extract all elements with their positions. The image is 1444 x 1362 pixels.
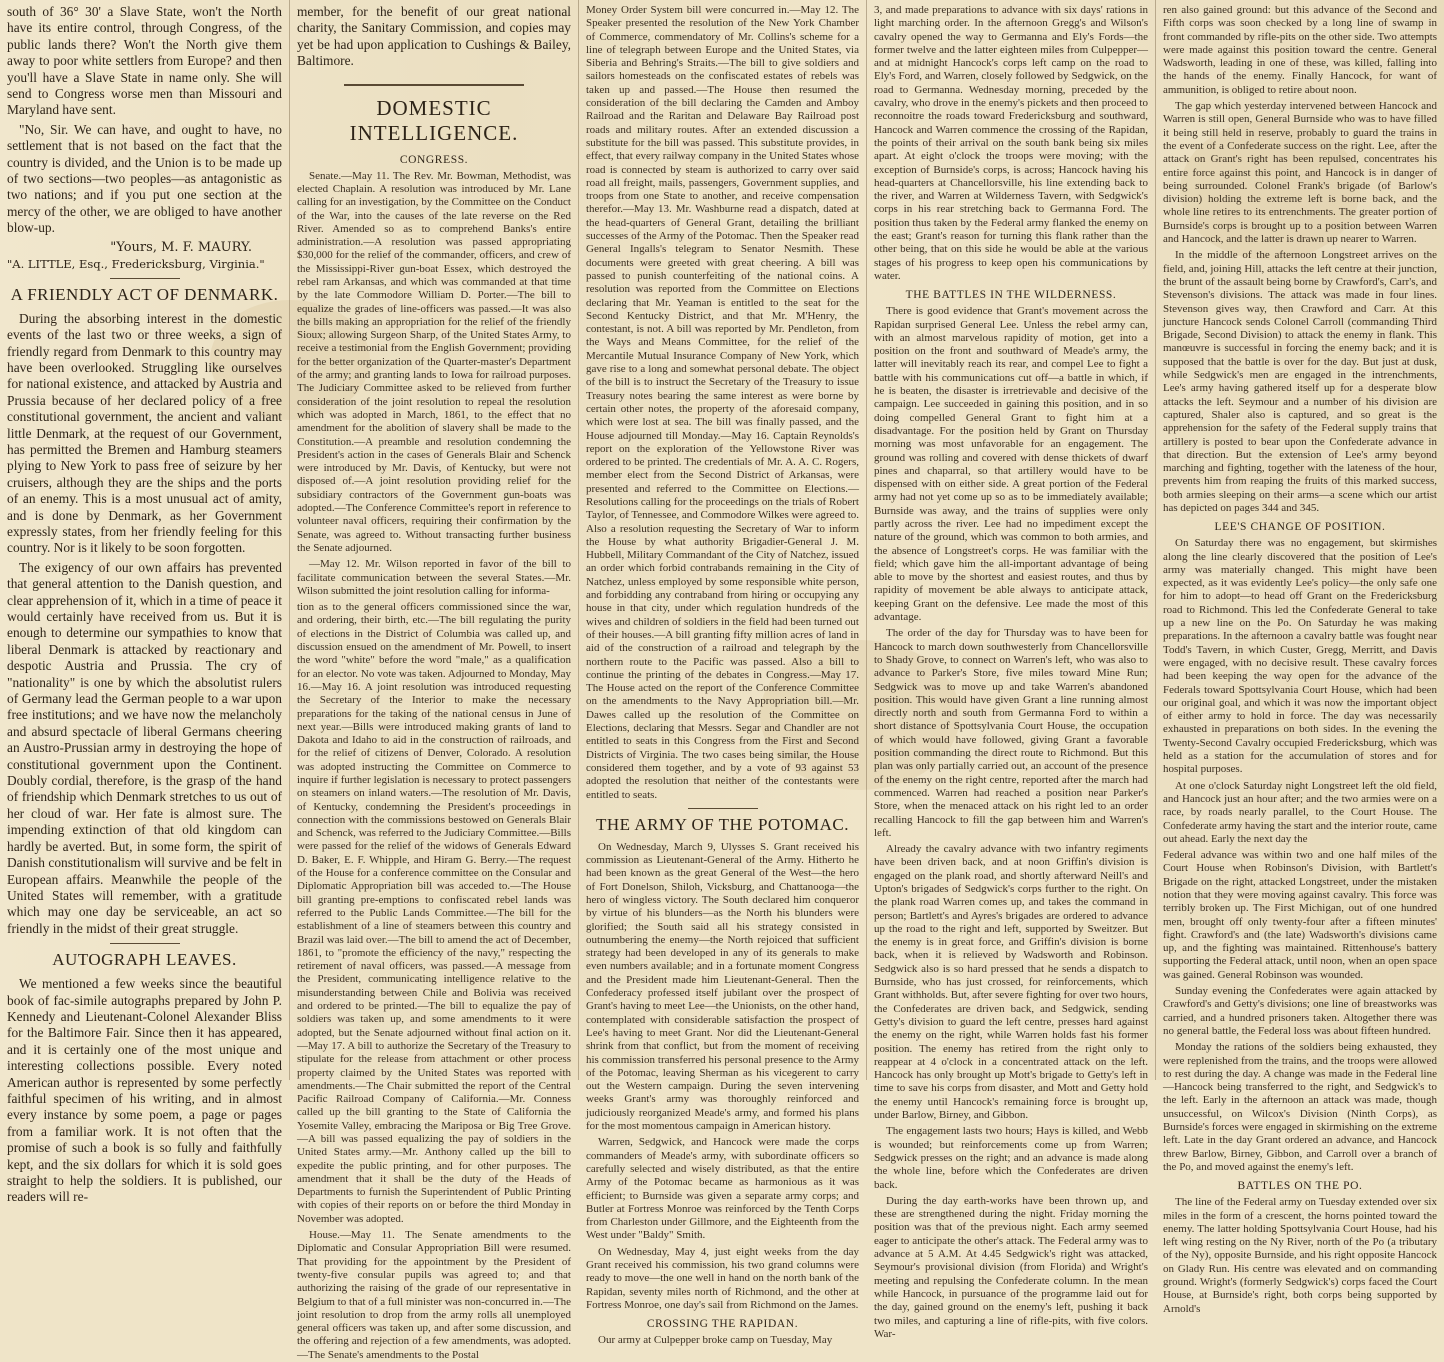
battles-paragraph-1: There is good evidence that Grant's movement across the Rapidan surprised General Lee. Unless the rebel army can, with an almost marvelous rapidity of motion, get into a position on the front and southward of Meade's army, the latter will inevitably reach its rear, and compel Lee to fight a battle with his communications cut off—a battle in which, if he is beaten, the disaster is irretrievable and decisive of the campaign. Lee succeeded in gaining this position, and in so doing compelled General Grant to fight him at a disadvantage. For the position held by Grant on Thursday morning was most unfavorable for an engagement. The ground was rolling and covered with dense thickets of dwarf pines and chaparral, so that artillery would have to be dispensed with on either side. A great portion of the Federal army had not yet come up so as to be immediately available; Burnside was away, and the trains of supplies were only partly across the river. Lee had no impediment except the nature of the ground, which was common to both armies, and the absence of Longstreet's corps. He was familiar with the field; which gave him the all-important advantage of being able to move by the shortest and easiest routes, and thus by rapidity of movement be able always to anticipate attack, keeping Grant on the defensive. Lee made the most of this advantage. <box>874 305 1148 624</box>
senate-paragraph-1: Senate.—May 11. The Rev. Mr. Bowman, Methodist, was elected Chaplain. A resolution was introduced by Mr. Lane calling for an investigation, by the Committee on the Conduct of the War, into the causes of the late reverse on the Red River. Amended so as to comprehend Banks's entire administration.—A resolution was passed appropriating $30,000 for the relief of the commander, officers, and crew of the Mississippi-River gun-boat Essex, which destroyed the rebel ram Arkansas, and which was commanded at that time by the late Commodore William D. Porter.—The bill to equalize the grades of line-officers was passed.—It was also the bills making an appropriation for the relief of the friendly Sioux; allowing Surgeon Sharp, of the United States Army, to receive a testimonial from the English Government; providing for the better organization of the Quarter-master's Department of the army; and granting lands to Iowa for railroad purposes. The Judiciary Committee asked to be relieved from further consideration of the joint resolution to repeal the resolution which was adopted in March, 1861, to the effect that no amendment for the abolition of slavery shall be made to the Constitution.—A preamble and resolution condemning the President's action in the cases of Generals Blair and Schenck were introduced by Mr. Davis, of Kentucky, but were not disposed of.—A joint resolution providing relief for the subsidiary contractors of the Government gun-boats was adopted.—The Conference Committee's report in reference to volunteer naval officers, requiring their confirmation by the Senate, was agreed to. Without transacting further business the Senate adjourned. <box>297 169 572 554</box>
battles-gap-paragraph: The gap which yesterday intervened between Hancock and Warren is still open, General Burnside who was to have filled it being still held in reserve, probably to guard the trains in the event of a Confederate success on the right. Lee, after the attack on Grant's right has been repulsed, concentrates his entire force against this point, and Hancock is in danger of being surrounded. Colonel Frank's brigade (of Barlow's division) holding the extreme left is borne back, and the whole line retires to its entrenchments. The greater portion of Burnside's corps is brought up to a position between Warren and Hancock, and the latter is drawn up nearer to Warren. <box>1163 100 1437 246</box>
lee-paragraph-1: On Saturday there was no engagement, but skirmishes along the line clearly discovered that the position of Lee's army was materially changed. This might have been expected, as it was evidently Lee's policy—the only safe one for him to adopt—to head off Grant on the Fredericksburg road to Richmond. This led the Confederate General to take up a new line on the Po. On Saturday he was making preparations. In the afternoon a cavalry battle was fought near Todd's Tavern, in which Custer, Gregg, Merritt, and Davis were engaged, with no decisive result. These cavalry forces had been keeping the way open for the advance of the Federals toward Spottsylvania Court House, which had been our original goal, and which it was now the important object of either army to hold in force. The day was necessarily exhausted in preparations on both sides. In the evening the Twenty-Second Cavalry occupied Fredericksburg, which was held as a station for the accumulation of stores and for hospital purposes. <box>1163 537 1437 776</box>
lee-change-subheading: LEE'S CHANGE OF POSITION. <box>1214 521 1386 534</box>
lee-paragraph-3: Federal advance was within two and one half miles of the Court House when Robinson's Division, with Bartlett's Brigade on the right, attacked Longstreet, under the mistaken notion that they were moving against cavalry. This force was terribly broken up. The First Michigan, out of one hundred men, brought off only twenty-four after a fifteen minutes' fight. Crawford's and (the late) Wadsworth's divisions came up, and the fighting was maintained. Rittenhouse's battery supporting the Federal attack, until noon, when an open space was gained. General Robinson was wounded. <box>1163 849 1437 981</box>
column-1 <box>0 0 289 1205</box>
heavy-rule <box>344 84 524 86</box>
battles-wilderness-subheading: THE BATTLES IN THE WILDERNESS. <box>905 289 1117 302</box>
denmark-paragraph-2: The exigency of our own affairs has prevented that general attention to the Danish question, and clear apprehension of it, which in a time of peace it would certainly have received from us. But it is enough to determine our sympathies to know that liberal Denmark is attacked by reactionary and despotic Austria and Prussia. The cry of "nationality" is one by which the absolutist rulers of Germany lead the German people to a war upon free institutions; and we have now the melancholy and absurd spectacle of liberal Germans cheering an Austro-Prussian army in destroying the hope of constitutional government upon the Continent. Doubly cordial, therefore, is the grasp of the hand of friendship which Denmark stretches to us out of her cloud of war. Her fate is almost sure. The impending extinction of that old kingdom can hardly be averted. But, in some form, the spirit of Danish constitutionalism will survive and be felt in European affairs. Meanwhile the people of the United States will remember, with a gratitude which may one day be serviceable, an act so friendly in the midst of their great struggle. <box>7 559 282 936</box>
battles-continuation: ren also gained ground: but this advance of the Second and Fifth corps was soon checked by a long line of swamp in front commanded by rifle-pits on the other side. Two attempts were made against this position toward the centre. General Wadsworth, leading in one of these, was killed, falling into the hands of the enemy. Finally Hancock, for want of ammunition, is obliged to retire about noon. <box>1163 4 1437 96</box>
column-4 <box>867 0 1155 1340</box>
battles-paragraph-2: The order of the day for Thursday was to have been for Hancock to march down southwesterly from Chancellorsville to Shady Grove, to connect on Warren's left, who was also to advance to Parker's Store, five miles toward Mine Run; Sedgwick was to move up and take Warren's abandoned position. This would have given Grant a line running almost directly north and south from Germanna Ford to within a short distance of Spottsylvania Court House, the occupation of which would have followed, giving Grant a favorable position commanding the direct route to Richmond. But this plan was only partially carried out, an account of the presence of the enemy on the right centre, reported after the march had commenced. Warren had reached a position near Parker's Store, when the menaced attack on his right led to an order recalling Hancock to fill the gap between him and Warren's left. <box>874 627 1148 839</box>
crossing-paragraph-1: Our army at Culpepper broke camp on Tuesday, May <box>598 1334 833 1347</box>
senate-continuation: tion as to the general officers commissioned since the war, and ordering, their birth, etc.—The bill regulating the purity of elections in the District of Columbia was called up, and discussion ensued on the amendment of Mr. Powell, to insert the word "white" before the word "male," as a qualification for an elector. No vote was taken. Adjourned to Monday, May 16.—May 16. A joint resolution was introduced requesting the Secretary of the Interior to make the necessary preparations for the taking of the national census in June of next year.—Bills were introduced making grants of land to Dakota and Idaho to aid in the construction of railroads, and for the relief of citizens of Denver, Colorado. A resolution was adopted instructing the Committee on Commerce to inquire if further legislation is necessary to protect passengers on steamers on inland waters.—The resolution of Mr. Davis, of Kentucky, condemning the President's proceedings in connection with the commissions bestowed on Generals Blair and Schenck, was referred to the Judiciary Committee.—Bills were passed for the relief of the widows of Generals Edward D. Baker, E. F. Whipple, and Hiram G. Berry.—The request of the House for a conference committee on the Consular and Diplomatic Appropriation bill was acceded to.—The House bill granting pre-emptions to confiscated rebel lands was referred to the Public Lands Committee.—The bill for the establishment of a line of steamers between this country and Brazil was laid over.—The bill to amend the act of December, 1861, to "promote the efficiency of the navy," respecting the retirement of naval officers, was passed.—A message from the President, communicating intelligence relative to the misunderstanding between Chile and Bolivia was received and ordered to be printed.—The bill to equalize the pay of soldiers was taken up, and some amendments to it were adopted, but the Senate adjourned without final action on it.—May 17. A bill to authorize the Secretary of the Treasury to stipulate for the release from attachment or other process property claimed by the United States was reported with amendments.—The Chair submitted the report of the Central Pacific Railroad Company of California.—Mr. Conness called up the bill granting to the State of California the Yosemite Valley, embracing the Mariposa or Big Tree Grove.—A bill was passed equalizing the pay of soldiers in the United States army.—Mr. Anthony called up the bill to expedite the public printing, and for other purposes. The amendment that it shall be the duty of the Heads of Departments to furnish the Superintendent of Public Printing with copies of their reports on or before the third Monday in November was adopted. <box>297 601 571 1225</box>
divider <box>688 808 758 809</box>
congress-subheading: CONGRESS. <box>399 153 469 166</box>
maury-address: "A. LITTLE, Esq., Fredericksburg, Virginia." <box>7 256 265 271</box>
battles-paragraph-3: Already the cavalry advance with two infantry regiments have been driven back, and at noon Griffin's division is engaged on the plank road, and shortly afterward Neill's and Upton's brigades of Sedgwick's corps further to the right. On the plank road Warren comes up, and takes the command in person; Bartlett's and Ayres's brigades are ordered to advance up the road to the right and left, supported by Sweitzer. But the enemy is in great force, and Griffin's division is borne back, when it is relieved by Wadsworth and Robinson. Sedgwick also is so hard pressed that he sends a dispatch to Burnside, who has just crossed, for reinforcements, which Grant withholds. But, after severe fighting for over two hours, the Confederates are driven back, and Sedgwick, sending Getty's division to guard the left centre, presses hard against the enemy on the right, while Warren holds fast his former position. The enemy has retired from the right only to reappear at 4 o'clock in a concentrated attack on the left. Hancock has only brought up Mott's brigade to Getty's left in time to save his corps from disaster, and Mott and Getty hold the enemy until Hancock's remaining force is brought up, under Barlow, Birney, and Gibbon. <box>874 843 1148 1122</box>
lee-paragraph-2: At one o'clock Saturday night Longstreet left the old field, and Hancock just an hour after; and the two armies were on a race, by roads nearly parallel, to the Court House. The Confederate army having the start and the interior route, came out ahead. Early the next day the <box>1163 779 1437 845</box>
army-of-potomac-heading: THE ARMY OF THE POTOMAC. <box>595 814 850 834</box>
domestic-intelligence-heading: DOMESTIC INTELLIGENCE. <box>349 95 519 145</box>
battles-paragraph-5: During the day earth-works have been thrown up, and these are strengthened during the night. Friday morning the position was that of the previous night. Each army seemed eager to anticipate the other's attack. The Federal army was to advance at 5 A.M. At 4.45 Sedgwick's right was attacked, Seymour's provisional division (from Florida) and Wright's meeting and repulsing the Confederate column. In the mean while Hancock, in pursuance of the programme laid out for the day, gained ground on the enemy's left, pushing it back two miles, and capturing a line of rifle-pits, with five colors. War- <box>874 1194 1148 1340</box>
battles-po-subheading: BATTLES ON THE PO. <box>1237 1180 1363 1193</box>
lee-paragraph-5: Monday the rations of the soldiers being exhausted, they were replenished from the trains, and the troops were allowed to rest during the day. A change was made in the Federal line—Hancock being transferred to the right, and Sedgwick's to the left. Early in the afternoon an attack was made, though unsuccessful, on Wilcox's Division (Ninth Corps), as Burnside's forces were engaged in skirmishing on the extreme left. Late in the day Grant ordered an advance, and Hancock threw Barlow, Birney, Gibbon, and Carroll over a branch of the Po, and moved against the enemy's left. <box>1163 1041 1437 1173</box>
autograph-heading: AUTOGRAPH LEAVES. <box>52 950 237 970</box>
house-paragraph-1: House.—May 11. The Senate amendments to the Diplomatic and Consular Appropriation Bill were resumed. That providing for the appointment by the President of twenty-five consular pupils was agreed to; and that authorizing the raising of the grade of our representative in Belgium to that of a full minister was non-concurred in.—The joint resolution to drop from the army rolls all unemployed general officers was taken up, and after some discussion, and the offering and rejection of a few amendments, was adopted.—The Senate's amendments to the Postal <box>297 1229 571 1361</box>
divider <box>110 278 180 279</box>
autograph-continuation: member, for the benefit of our great national charity, the Sanitary Commission, and copies may yet be had upon application to Cushings & Bailey, Baltimore. <box>297 4 571 69</box>
po-paragraph-1: The line of the Federal army on Tuesday extended over six miles in the form of a crescent, the horns pointed toward the enemy. The latter holding Spottsylvania Court House, had his left wing resting on the Ny River, north of the Po (a tributary of the Ny), opposite Burnside, and his right opposite Hancock on Glady Run. His centre was elevated and on commanding ground. Wright's (formerly Sedgwick's) corps faced the Court House, at Burnside's right, both corps being supported by Arnold's <box>1163 1196 1437 1315</box>
army-paragraph-1: On Wednesday, March 9, Ulysses S. Grant received his commission as Lieutenant-General of the Army. Hitherto he had been known as the great General of the West—the hero of Fort Donelson, Shiloh, Vicksburg, and Chattanooga—the hero of wingless victory. The South declared him conqueror by virtue of his blunders—as the North his blunders were glorified; the South said all his strategy consisted in outnumbering the enemy—the North rejoiced that sufficient strategy had been developed in any of its generals to make even numbers available; and in a fortunate moment Congress and the President made him Lieutenant-General. Then the Confederacy professed itself jubilant over the prospect of Grant's having to meet Lee—the Unionists, on the other hand, contemplated with considerable satisfaction the prospect of Lee's having to meet Grant. Nor did the Lieutenant-General shrink from that conflict, but from the moment of receiving his commission transferred his personal presence to the Army of the Potomac, leaving Sherman as his vicegerent to carry out the Western campaign. During the seven intervening weeks Grant's army was thoroughly reinforced and judiciously reorganized Meade's army, and formed his plans for the most momentous campaign in American history. <box>586 840 859 1133</box>
denmark-paragraph-1: During the absorbing interest in the domestic events of the last two or three weeks, a sign of friendly regard from Denmark to this country may have been overlooked. Struggling like ourselves for national existence, and attacked by Austria and Prussia because of her declared policy of a free constitutional government, the ancient and valiant little Denmark, at the request of our Government, has permitted the Bremen and Hamburg steamers plying to New York to pass free of seizure by her cruisers, although they are the ships and the ports of an enemy. This is a most unusual act of amity, and is done by Denmark, as her Government expressly states, from her friendly feeling for this country. Nor is it likely to be soon forgotten. <box>7 310 282 556</box>
crossing-continuation: 3, and made preparations to advance with six days' rations in light marching order. In the afternoon Gregg's and Wilson's cavalry opened the way to Germanna and Ely's Fords—the former twelve and the latter eighteen miles from Culpepper—and at midnight Hancock's corps left camp on the road to Ely's Ford, and Warren, closely followed by Sedgwick, on the road to Germanna. Wednesday morning, preceded by the cavalry, who drove in the enemy's pickets and then proceed to reconnoitre the roads toward Fredericksburg and southward, Hancock and Warren commence the crossing of the Rapidan, the points of their arrival on the south bank being six miles apart. At eight o'clock the troops were moving; with the exception of Burnside's corps, is across; Hancock having his head-quarters at Chancellorsville, his line extending back to the river, and Warren at Wilderness Tavern, with Sedgwick's corps in his rear stretching back to Germanna Ford. The position thus taken by the Federal army flanked the enemy on the east; Grant's reason for turning this flank rather than the other being, that on this side he would be able at the various stages of his progress to keep open his communications by water. <box>874 4 1148 282</box>
maury-signature: "Yours, M. F. MAURY. <box>110 239 252 255</box>
battles-longstreet-paragraph: In the middle of the afternoon Longstreet arrives on the field, and, joining Hill, attacks the left centre at their junction, the brunt of the assault being borne by Crawford's, Carr's, and Stevenson's divisions. The attack was made in four lines. Stevenson gives way, then Crawford and Carr. At this juncture Hancock sends Colonel Carroll (commanding Third Brigade, Second Division) to attack the enemy in flank. This manœuvre is successful in forcing the enemy back; and it is supposed that the battle is over for the day. But just at dusk, while Sedgwick's men are engaged in the intrenchments, Lee's army having gathered itself up for a desperate blow attacks the left. Seymour and a number of his division are captured, Shaler also is captured, and so great is the apprehension for the safety of the Federal supply trains that artillery is posted to bear upon the Confederate advance in that direction. But the extension of Lee's army beyond marching and fighting, together with the lateness of the hour, prevents him from reaping the fruits of this marked success, both armies sleeping on their arms—a scene which our artist has depicted on pages 344 and 345. <box>1163 249 1437 514</box>
crossing-rapidan-subheading: CROSSING THE RAPIDAN. <box>646 1318 799 1331</box>
maury-letter-tail: south of 36° 30' a Slave State, won't the North have its entire control, through Congress, of the public lands there? Won't the North give them away to poor white settlers from Europe? and then you'll have a Slave State in name only. She will send to Congress worse men than Missouri and Maryland have sent. <box>7 4 282 118</box>
column-5 <box>1156 0 1444 1315</box>
house-continuation: Money Order System bill were concurred in.—May 12. The Speaker presented the resolution of the New York Chamber of Commerce, commendatory of Mr. Collins's scheme for a line of telegraph between Europe and the United States, via Siberia and Behring's Straits.—The bill to give soldiers and sailors homesteads on the confiscated estates of rebels was taken up and passed.—The House then resumed the consideration of the bill declaring the Camden and Amboy Railroad and the Raritan and Delaware Bay Railroad post roads and military routes. After an extended discussion a substitute for the bill was passed. This substitute provides, in effect, that every railway company in the United States whose road is connected by steam is authorized to carry over said road all freight, mails, passengers, Government supplies, and troops from one State to another, and receive compensation therefor.—May 13. Mr. Washburne read a dispatch, dated at the head-quarters of General Grant, detailing the brilliant successes of the Army of the Potomac. Then the Speaker read General Ingalls's telegram to Senator Nesmith. These documents were greeted with great cheering. A bill was passed to punish counterfeiting of the national coins. A resolution was reported from the Committee on Elections declaring that Mr. Yeaman is entitled to the seat for the Second Kentucky District, and that Mr. M'Henry, the contestant, is not. A bill was reported by Mr. Pendleton, from the Ways and Means Committee, for the relief of the Mercantile Mutual Insurance Company of New York, which gave rise to a long and somewhat personal debate. The object of the bill is to instruct the Secretary of the Treasury to issue Treasury notes bearing the same interest as were borne by certain other notes, the property of the aforesaid company, which were lost at sea. The bill was finally passed, and the House adjourned till Monday.—May 16. Captain Reynolds's report on the exploration of the Yellowstone River was ordered to be printed. The credentials of Mr. A. A. C. Rogers, member elect from the Second District of Arkansas, were presented and referred to the Committee on Elections.—Resolutions calling for the proceedings on the trials of Robert Taylor, of Tennessee, and Commodore Wilkes were agreed to. Also a resolution requesting the Secretary of War to inform the House by what authority Brigadier-General J. M. Hubbell, Military Commandant of the City of Natchez, issued an order which forbid contrabands remaining in the City of Natchez, unless employed by some responsible white person, and forbidding any contraband from hiring or occupying any house in that city, under which regulation hundreds of the wives and children of soldiers in the field had been turned out of their houses.—A bill granting fifty million acres of land in aid of the construction of a railroad and telegraph by the northern route to the Pacific was passed. Also a bill to continue the printing of the debates in Congress.—May 17. The House acted on the report of the Conference Committee on the amendments to the Navy Appropriation bill.—Mr. Dawes called up the resolution of the Committee on Elections, declaring that Messrs. Segar and Chandler are not entitled to seats in this Congress from the First and Second Districts of Virginia. The two cases being similar, the House considered them together, and by a vote of 93 against 53 adopted the resolution that neither of the contestants were entitled to seats. <box>586 4 860 801</box>
denmark-heading: A FRIENDLY ACT OF DENMARK. <box>10 284 279 304</box>
army-paragraph-3: On Wednesday, May 4, just eight weeks from the day Grant received his commission, his two grand columns were ready to move—the one well in hand on the north bank of the Rapidan, seventy miles north of Richmond, and the other at Fortress Monroe, one day's sail from Richmond on the James. <box>586 1245 859 1311</box>
column-2 <box>290 0 578 1361</box>
column-3 <box>579 0 866 1347</box>
lee-paragraph-4: Sunday evening the Confederates were again attacked by Crawford's and Getty's divisions; one line of breastworks was carried, and a hundred prisoners taken. Altogether there was no general battle, the Federal loss was about fifteen hundred. <box>1163 985 1437 1037</box>
senate-paragraph-2: —May 12. Mr. Wilson reported in favor of the bill to facilitate communication between the several States.—Mr. Wilson submitted the joint resolution calling for informa- <box>297 558 571 597</box>
army-paragraph-2: Warren, Sedgwick, and Hancock were made the corps commanders of Meade's army, with subordinate officers so carefully selected and wisely distributed, as that the entire Army of the Potomac became as harmonious as it was efficient; to Burnside was given a separate army corps; and Butler at Fortress Monroe was reinforced by the Tenth Corps from Charleston under Gillmore, and the Eighteenth from the West under "Baldy" Smith. <box>586 1136 859 1242</box>
maury-letter-reply: "No, Sir. We can have, and ought to have, no settlement that is not based on the fact that the country is divided, and the Union is to be made up of two sections—two peoples—as antagonistic as two nations; and if you put one section at the mercy of the other, we are obliged to have another blow-up. <box>7 121 282 236</box>
autograph-paragraph-1: We mentioned a few weeks since the beautiful book of fac-simile autographs prepared by John P. Kennedy and Lieutenant-Colonel Alexander Bliss for the Baltimore Fair. Since then it has appeared, and it is certainly one of the most unique and interesting collections possible. Every noted American author is represented by some perfectly faithful specimen of his writing, and in almost every instance by some poem, a page or pages from a familiar work. It is not often that the promise of such a book is so fully and faithfully kept, and the six dollars for which it is sold goes straight to help the soldiers. It is published, our readers will re- <box>7 976 282 1205</box>
battles-paragraph-4: The engagement lasts two hours; Hays is killed, and Webb is wounded; but reinforcements come up from Warren; Sedgwick presses on the right; and an advance is made along the whole line, before which the Confederates are driven back. <box>874 1125 1148 1191</box>
divider <box>110 943 180 944</box>
